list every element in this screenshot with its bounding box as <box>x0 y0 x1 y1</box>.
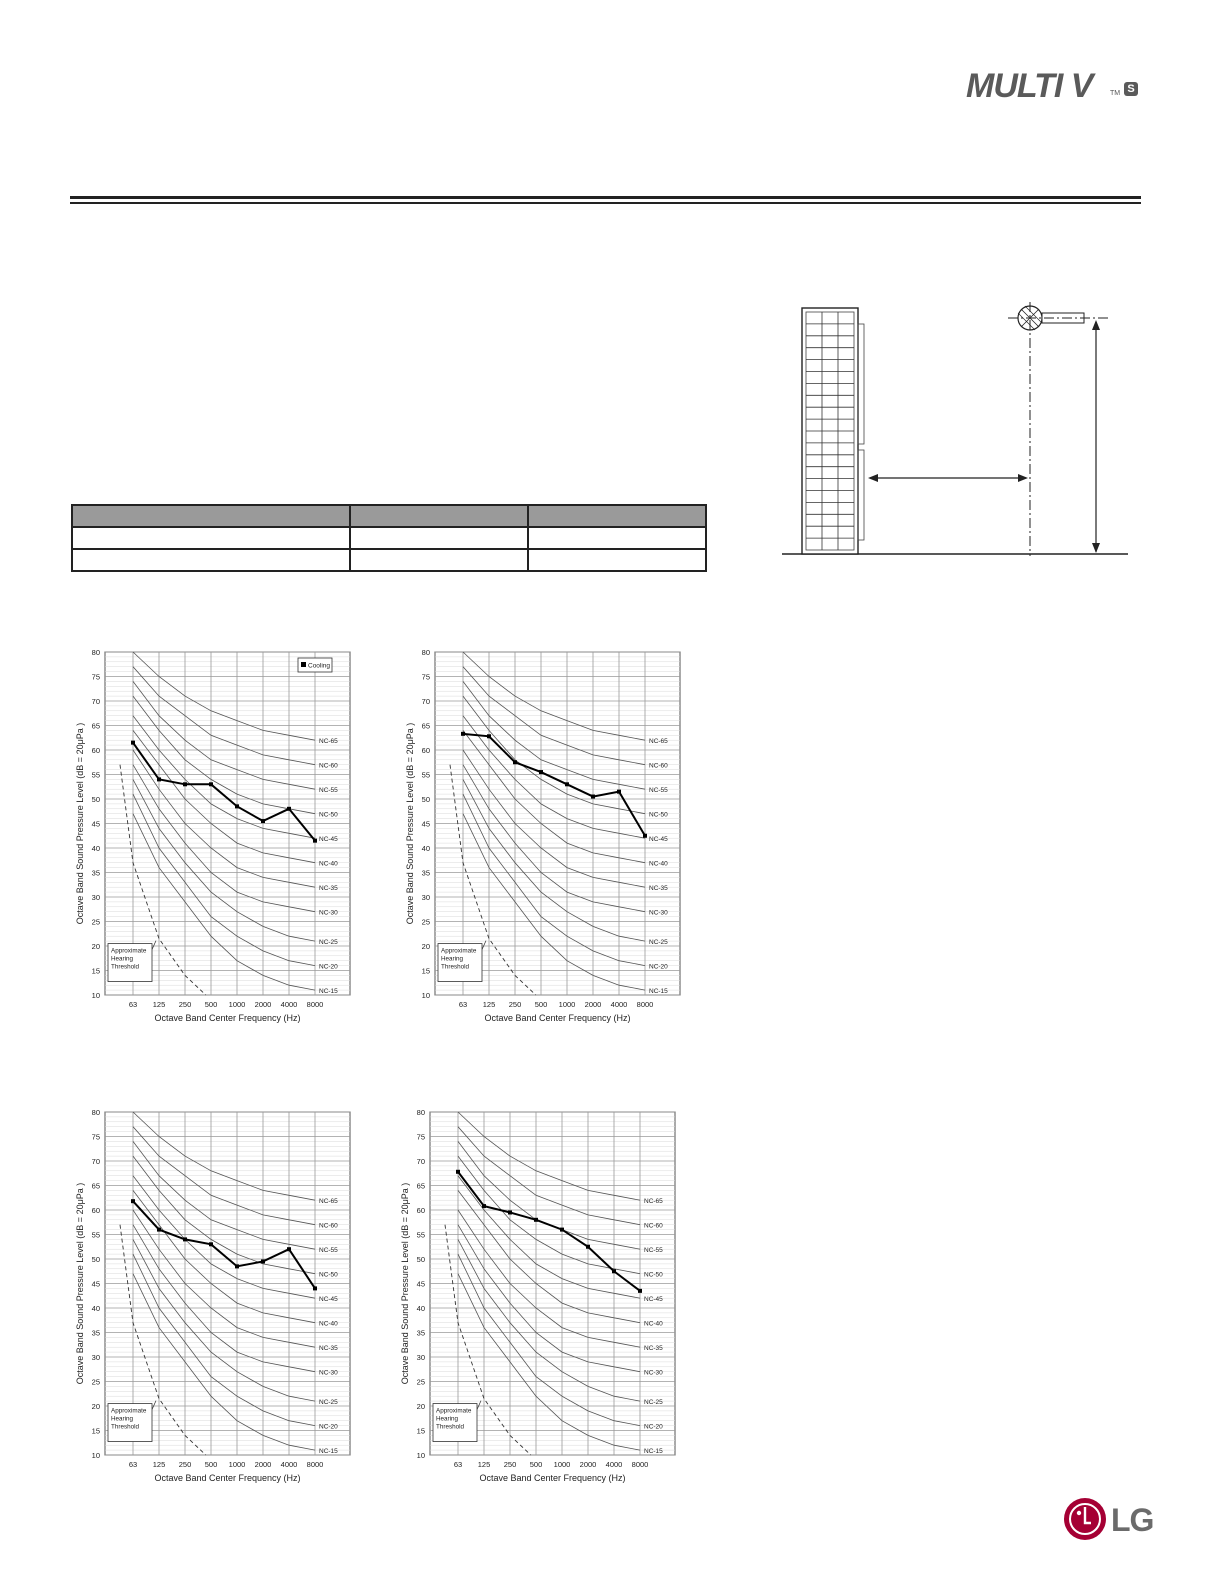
threshold-label-text: Hearing <box>441 955 464 963</box>
lg-face-icon <box>1064 1498 1106 1540</box>
y-tick-label: 40 <box>91 1304 100 1313</box>
x-tick-label: 1000 <box>558 1000 576 1009</box>
threshold-label-text: Hearing <box>436 1415 459 1423</box>
nc-curve-label: NC-45 <box>319 1296 338 1304</box>
data-point <box>643 834 647 838</box>
y-tick-label: 80 <box>421 648 430 657</box>
y-tick-label: 55 <box>416 1230 425 1240</box>
y-tick-label: 50 <box>421 795 430 804</box>
data-point <box>456 1170 460 1174</box>
nc-curve-label: NC-40 <box>649 860 668 868</box>
y-tick-label: 30 <box>416 1353 425 1362</box>
brand-suffix: S <box>1124 82 1138 96</box>
data-point <box>617 790 621 794</box>
y-tick-label: 25 <box>91 1377 100 1387</box>
data-point <box>508 1210 512 1214</box>
threshold-label-text: Threshold <box>111 963 140 971</box>
nc-curve-label: NC-35 <box>319 1345 338 1353</box>
y-tick-label: 65 <box>421 721 430 731</box>
distance-dimension-arrow <box>868 474 1028 482</box>
y-tick-label: 65 <box>416 1181 425 1191</box>
nc-curve-label: NC-55 <box>319 787 338 795</box>
y-tick-label: 55 <box>421 770 430 780</box>
y-tick-label: 80 <box>91 648 100 657</box>
y-tick-label: 45 <box>91 819 100 829</box>
x-tick-label: 2000 <box>254 1000 272 1009</box>
x-tick-label: 63 <box>458 1000 468 1009</box>
nc-curve-label: NC-25 <box>649 939 668 947</box>
data-point <box>586 1245 590 1249</box>
data-point <box>287 807 291 811</box>
y-tick-label: 60 <box>421 746 430 755</box>
nc-curve-label: NC-50 <box>644 1271 663 1279</box>
nc-curve-label: NC-35 <box>649 885 668 893</box>
table-cell <box>350 549 528 571</box>
sound-spec-table <box>71 504 707 572</box>
x-tick-label: 63 <box>453 1460 463 1469</box>
x-tick-label: 125 <box>152 1460 166 1469</box>
nc-curve-label: NC-50 <box>649 811 668 819</box>
x-tick-label: 250 <box>503 1460 517 1469</box>
y-tick-label: 45 <box>421 819 430 829</box>
y-axis-title: Octave Band Sound Pressure Level (dB = 20μPa ) <box>400 1182 410 1385</box>
y-tick-label: 50 <box>91 795 100 804</box>
data-point <box>131 1199 135 1203</box>
threshold-label-text: Hearing <box>111 1415 134 1423</box>
measurement-diagram <box>780 300 1130 562</box>
legend-marker <box>301 662 306 667</box>
header-rule-bottom <box>70 202 1141 204</box>
x-tick-label: 63 <box>128 1460 138 1469</box>
x-tick-label: 2000 <box>579 1460 597 1469</box>
y-tick-label: 45 <box>416 1279 425 1289</box>
table-cell <box>350 527 528 549</box>
nc-curve-label: NC-25 <box>319 1399 338 1407</box>
data-point <box>235 804 239 808</box>
data-point <box>209 782 213 786</box>
nc-chart-2 <box>400 640 690 1030</box>
nc-curve-label: NC-25 <box>319 939 338 947</box>
nc-curve-label: NC-60 <box>649 762 668 770</box>
threshold-label-text: Threshold <box>436 1423 465 1431</box>
x-tick-label: 500 <box>204 1000 218 1009</box>
threshold-label-text: Threshold <box>111 1423 140 1431</box>
y-tick-label: 20 <box>91 1402 100 1411</box>
data-point <box>539 770 543 774</box>
y-tick-label: 75 <box>421 672 430 682</box>
y-tick-label: 35 <box>416 1328 425 1338</box>
threshold-label-text: Hearing <box>111 955 134 963</box>
nc-curve-label: NC-55 <box>319 1247 338 1255</box>
x-tick-label: 2000 <box>254 1460 272 1469</box>
x-tick-label: 8000 <box>306 1000 324 1009</box>
y-tick-label: 10 <box>416 1451 425 1460</box>
data-point <box>560 1228 564 1232</box>
nc-curve-label: NC-15 <box>649 988 668 996</box>
y-tick-label: 25 <box>91 917 100 927</box>
y-tick-label: 15 <box>421 966 430 976</box>
nc-curve-label: NC-60 <box>319 1222 338 1230</box>
y-tick-label: 45 <box>91 1279 100 1289</box>
data-point <box>534 1218 538 1222</box>
x-tick-label: 500 <box>204 1460 218 1469</box>
nc-curve-label: NC-15 <box>644 1448 663 1456</box>
nc-curve-label: NC-25 <box>644 1399 663 1407</box>
nc-curve-label: NC-50 <box>319 811 338 819</box>
y-tick-label: 65 <box>91 721 100 731</box>
threshold-label-text: Approximate <box>441 947 477 955</box>
y-tick-label: 60 <box>91 746 100 755</box>
x-tick-label: 125 <box>477 1460 491 1469</box>
multi-v-s-logo <box>966 66 1146 106</box>
nc-curve-label: NC-65 <box>319 1198 338 1206</box>
x-tick-label: 1000 <box>228 1000 246 1009</box>
nc-curve-label: NC-30 <box>649 909 668 917</box>
nc-curve-label: NC-60 <box>319 762 338 770</box>
nc-curve-label: NC-15 <box>319 1448 338 1456</box>
y-tick-label: 10 <box>91 1451 100 1460</box>
table-cell <box>72 549 350 571</box>
y-tick-label: 40 <box>91 844 100 853</box>
y-tick-label: 80 <box>91 1108 100 1117</box>
nc-chart-1 <box>70 640 360 1030</box>
nc-curve-label: NC-40 <box>319 860 338 868</box>
y-tick-label: 25 <box>421 917 430 927</box>
data-point <box>513 760 517 764</box>
y-axis-title: Octave Band Sound Pressure Level (dB = 20μPa ) <box>75 722 85 925</box>
nc-curve-label: NC-45 <box>649 836 668 844</box>
y-tick-label: 55 <box>91 1230 100 1240</box>
nc-curve-label: NC-65 <box>319 738 338 746</box>
nc-curve-label: NC-45 <box>644 1296 663 1304</box>
x-axis-title: Octave Band Center Frequency (Hz) <box>154 1473 301 1483</box>
x-tick-label: 4000 <box>605 1460 623 1469</box>
data-point <box>313 839 317 843</box>
y-tick-label: 60 <box>91 1206 100 1215</box>
y-tick-label: 40 <box>421 844 430 853</box>
y-axis-title: Octave Band Sound Pressure Level (dB = 20μPa ) <box>405 722 415 925</box>
data-point <box>235 1264 239 1268</box>
y-tick-label: 75 <box>91 672 100 682</box>
nc-curve-label: NC-50 <box>319 1271 338 1279</box>
y-tick-label: 15 <box>91 966 100 976</box>
lg-logo <box>1064 1497 1154 1543</box>
x-tick-label: 8000 <box>636 1000 654 1009</box>
nc-curve-label: NC-45 <box>319 836 338 844</box>
table-header-cell <box>528 505 706 527</box>
threshold-label-text: Threshold <box>441 963 470 971</box>
y-tick-label: 80 <box>416 1108 425 1117</box>
nc-curve-label: NC-40 <box>319 1320 338 1328</box>
table-row <box>72 549 706 571</box>
data-point <box>183 1237 187 1241</box>
table-row <box>72 527 706 549</box>
x-tick-label: 4000 <box>280 1460 298 1469</box>
x-tick-label: 1000 <box>553 1460 571 1469</box>
header-rule-top <box>70 196 1141 199</box>
x-tick-label: 63 <box>128 1000 138 1009</box>
y-tick-label: 30 <box>91 893 100 902</box>
data-point <box>638 1289 642 1293</box>
x-axis-title: Octave Band Center Frequency (Hz) <box>154 1013 301 1023</box>
nc-curve-label: NC-20 <box>319 1423 338 1431</box>
y-tick-label: 15 <box>416 1426 425 1436</box>
data-point <box>183 782 187 786</box>
x-axis-title: Octave Band Center Frequency (Hz) <box>479 1473 626 1483</box>
x-tick-label: 125 <box>152 1000 166 1009</box>
y-tick-label: 20 <box>91 942 100 951</box>
nc-curve-label: NC-35 <box>644 1345 663 1353</box>
y-tick-label: 50 <box>416 1255 425 1264</box>
nc-curve-label: NC-65 <box>649 738 668 746</box>
nc-curve-label: NC-40 <box>644 1320 663 1328</box>
y-tick-label: 25 <box>416 1377 425 1387</box>
data-point <box>157 777 161 781</box>
y-tick-label: 55 <box>91 770 100 780</box>
x-tick-label: 250 <box>178 1460 192 1469</box>
data-point <box>261 1259 265 1263</box>
lg-wordmark: LG <box>1111 1502 1154 1538</box>
x-tick-label: 125 <box>482 1000 496 1009</box>
y-tick-label: 35 <box>421 868 430 878</box>
x-tick-label: 4000 <box>280 1000 298 1009</box>
nc-curve-label: NC-15 <box>319 988 338 996</box>
threshold-label-text: Approximate <box>436 1407 472 1415</box>
nc-curve-label: NC-30 <box>319 1369 338 1377</box>
nc-curve-label: NC-20 <box>644 1423 663 1431</box>
y-tick-label: 60 <box>416 1206 425 1215</box>
y-tick-label: 70 <box>421 697 430 706</box>
table-cell <box>528 549 706 571</box>
y-tick-label: 35 <box>91 868 100 878</box>
x-axis-title: Octave Band Center Frequency (Hz) <box>484 1013 631 1023</box>
y-tick-label: 65 <box>91 1181 100 1191</box>
data-point <box>313 1286 317 1290</box>
table-header-cell <box>72 505 350 527</box>
y-tick-label: 20 <box>416 1402 425 1411</box>
y-tick-label: 30 <box>91 1353 100 1362</box>
y-tick-label: 30 <box>421 893 430 902</box>
data-point <box>131 741 135 745</box>
outdoor-unit-drawing <box>802 308 864 554</box>
data-point <box>482 1204 486 1208</box>
nc-curve-label: NC-20 <box>649 963 668 971</box>
nc-curve-label: NC-35 <box>319 885 338 893</box>
data-point <box>591 795 595 799</box>
x-tick-label: 2000 <box>584 1000 602 1009</box>
nc-curve-label: NC-55 <box>649 787 668 795</box>
nc-curve-label: NC-20 <box>319 963 338 971</box>
x-tick-label: 500 <box>534 1000 548 1009</box>
y-tick-label: 10 <box>421 991 430 1000</box>
x-tick-label: 4000 <box>610 1000 628 1009</box>
y-tick-label: 75 <box>416 1132 425 1142</box>
brand-tm: TM <box>1110 90 1121 97</box>
y-tick-label: 70 <box>91 1157 100 1166</box>
nc-curve-label: NC-30 <box>319 909 338 917</box>
x-tick-label: 8000 <box>631 1460 649 1469</box>
table-cell <box>528 527 706 549</box>
data-point <box>209 1242 213 1246</box>
x-tick-label: 250 <box>178 1000 192 1009</box>
y-tick-label: 70 <box>416 1157 425 1166</box>
y-tick-label: 75 <box>91 1132 100 1142</box>
nc-curve-label: NC-60 <box>644 1222 663 1230</box>
data-point <box>261 819 265 823</box>
y-tick-label: 40 <box>416 1304 425 1313</box>
data-point <box>565 782 569 786</box>
height-dimension-arrow <box>1092 320 1100 553</box>
nc-chart-4 <box>395 1100 685 1490</box>
table-cell <box>72 527 350 549</box>
threshold-label-text: Approximate <box>111 1407 147 1415</box>
table-header-row <box>72 505 706 527</box>
y-tick-label: 15 <box>91 1426 100 1436</box>
y-tick-label: 50 <box>91 1255 100 1264</box>
data-point <box>612 1269 616 1273</box>
y-tick-label: 20 <box>421 942 430 951</box>
x-tick-label: 1000 <box>228 1460 246 1469</box>
legend-label: Cooling <box>308 662 331 670</box>
x-tick-label: 250 <box>508 1000 522 1009</box>
y-axis-title: Octave Band Sound Pressure Level (dB = 20μPa ) <box>75 1182 85 1385</box>
data-point <box>287 1247 291 1251</box>
brand-name: MULTI V <box>966 67 1093 105</box>
table-header-cell <box>350 505 528 527</box>
data-point <box>487 734 491 738</box>
y-tick-label: 10 <box>91 991 100 1000</box>
data-point <box>461 732 465 736</box>
y-tick-label: 35 <box>91 1328 100 1338</box>
y-tick-label: 70 <box>91 697 100 706</box>
threshold-label-text: Approximate <box>111 947 147 955</box>
nc-curve-label: NC-65 <box>644 1198 663 1206</box>
x-tick-label: 500 <box>529 1460 543 1469</box>
nc-curve-label: NC-30 <box>644 1369 663 1377</box>
x-tick-label: 8000 <box>306 1460 324 1469</box>
nc-curve-label: NC-55 <box>644 1247 663 1255</box>
nc-chart-3 <box>70 1100 360 1490</box>
data-point <box>157 1228 161 1232</box>
